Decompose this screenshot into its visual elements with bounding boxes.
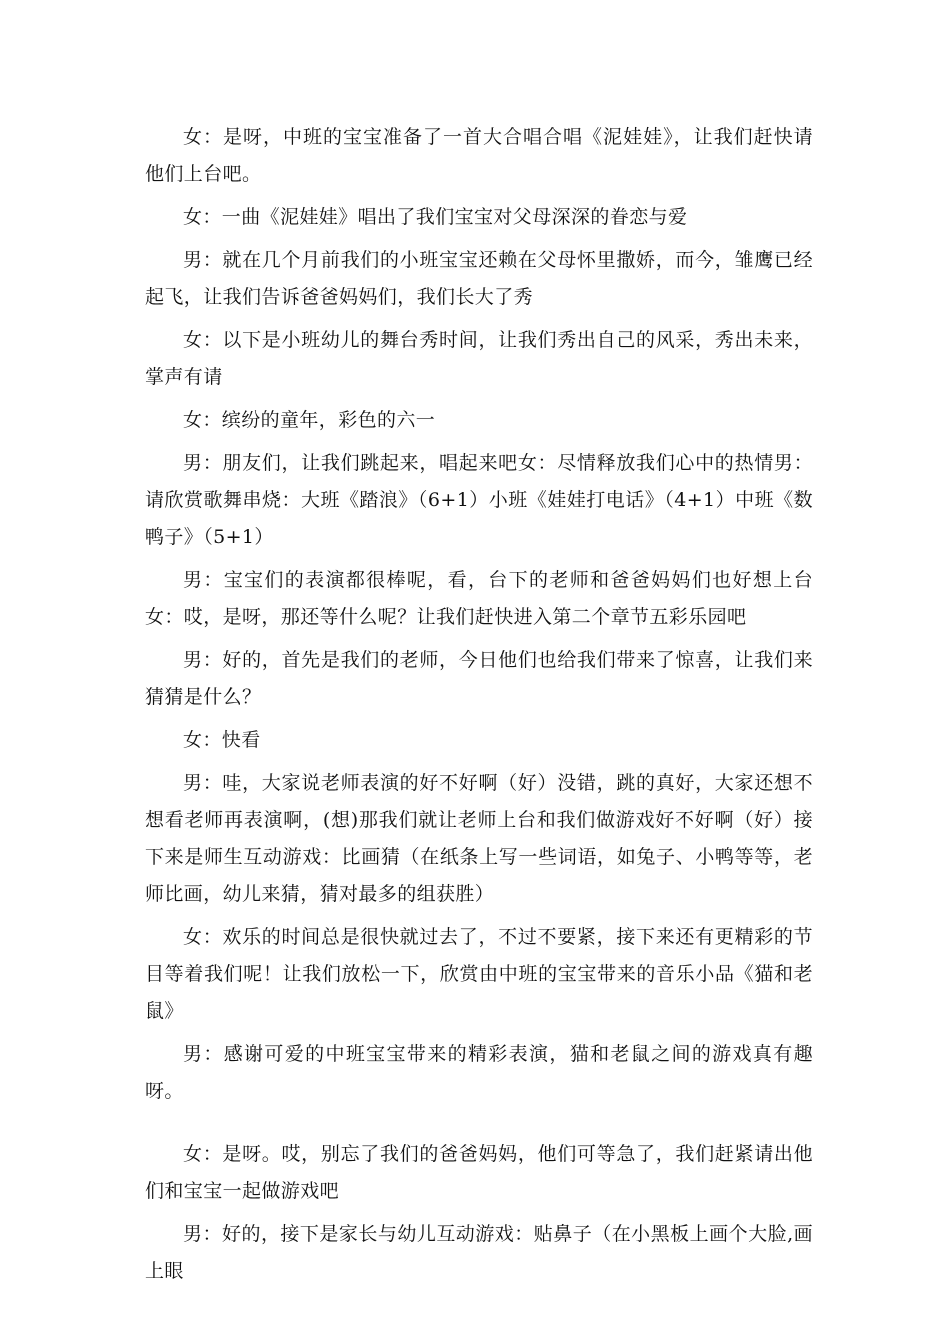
paragraph: 女：是呀。哎，别忘了我们的爸爸妈妈，他们可等急了，我们赶紧请出他们和宝宝一起做游戏吧: [145, 1143, 813, 1202]
paragraph: 男：好的，接下是家长与幼儿互动游戏：贴鼻子（在小黑板上画个大脸,画上眼: [145, 1223, 813, 1282]
paragraph: 女：欢乐的时间总是很快就过去了，不过不要紧，接下来还有更精彩的节目等着我们呢！让我们放松一下，欣赏由中班的宝宝带来的音乐小品《猫和老鼠》: [145, 926, 813, 1022]
paragraph: 男：感谢可爱的中班宝宝带来的精彩表演，猫和老鼠之间的游戏真有趣呀。: [145, 1043, 813, 1102]
paragraph: 男：朋友们，让我们跳起来，唱起来吧女：尽情释放我们心中的热情男：请欣赏歌舞串烧：大班《踏浪》（6+1）小班《娃娃打电话》（4+1）中班《数鸭子》（5+1）: [145, 452, 813, 548]
paragraph: 男：好的，首先是我们的老师，今日他们也给我们带来了惊喜，让我们来猜猜是什么？: [145, 649, 813, 708]
paragraph: 男：就在几个月前我们的小班宝宝还赖在父母怀里撒娇，而今，雏鹰已经起飞，让我们告诉爸爸妈妈们，我们长大了秀: [145, 249, 813, 308]
document-body: [145, 119, 813, 1296]
paragraph: 女：缤纷的童年，彩色的六一: [183, 409, 436, 431]
paragraph: 女：以下是小班幼儿的舞台秀时间，让我们秀出自己的风采，秀出未来，掌声有请: [145, 329, 813, 388]
paragraph: 男：宝宝们的表演都很棒呢，看，台下的老师和爸爸妈妈们也好想上台女：哎，是呀，那还等什么呢？让我们赶快进入第二个章节五彩乐园吧: [145, 569, 813, 628]
paragraph: 男：哇，大家说老师表演的好不好啊（好）没错，跳的真好，大家还想不想看老师再表演啊，(想)那我们就让老师上台和我们做游戏好不好啊（好）接下来是师生互动游戏：比画猜（在纸条上写一些词语，如兔子、小鸭等等，老师比画，幼儿来猜，猜对最多的组获胜）: [145, 772, 813, 905]
paragraph: 女：一曲《泥娃娃》唱出了我们宝宝对父母深深的眷恋与爱: [183, 206, 688, 228]
paragraph: 女：快看: [183, 729, 261, 751]
paragraph: 女：是呀，中班的宝宝准备了一首大合唱合唱《泥娃娃》，让我们赶快请他们上台吧。: [145, 126, 813, 185]
